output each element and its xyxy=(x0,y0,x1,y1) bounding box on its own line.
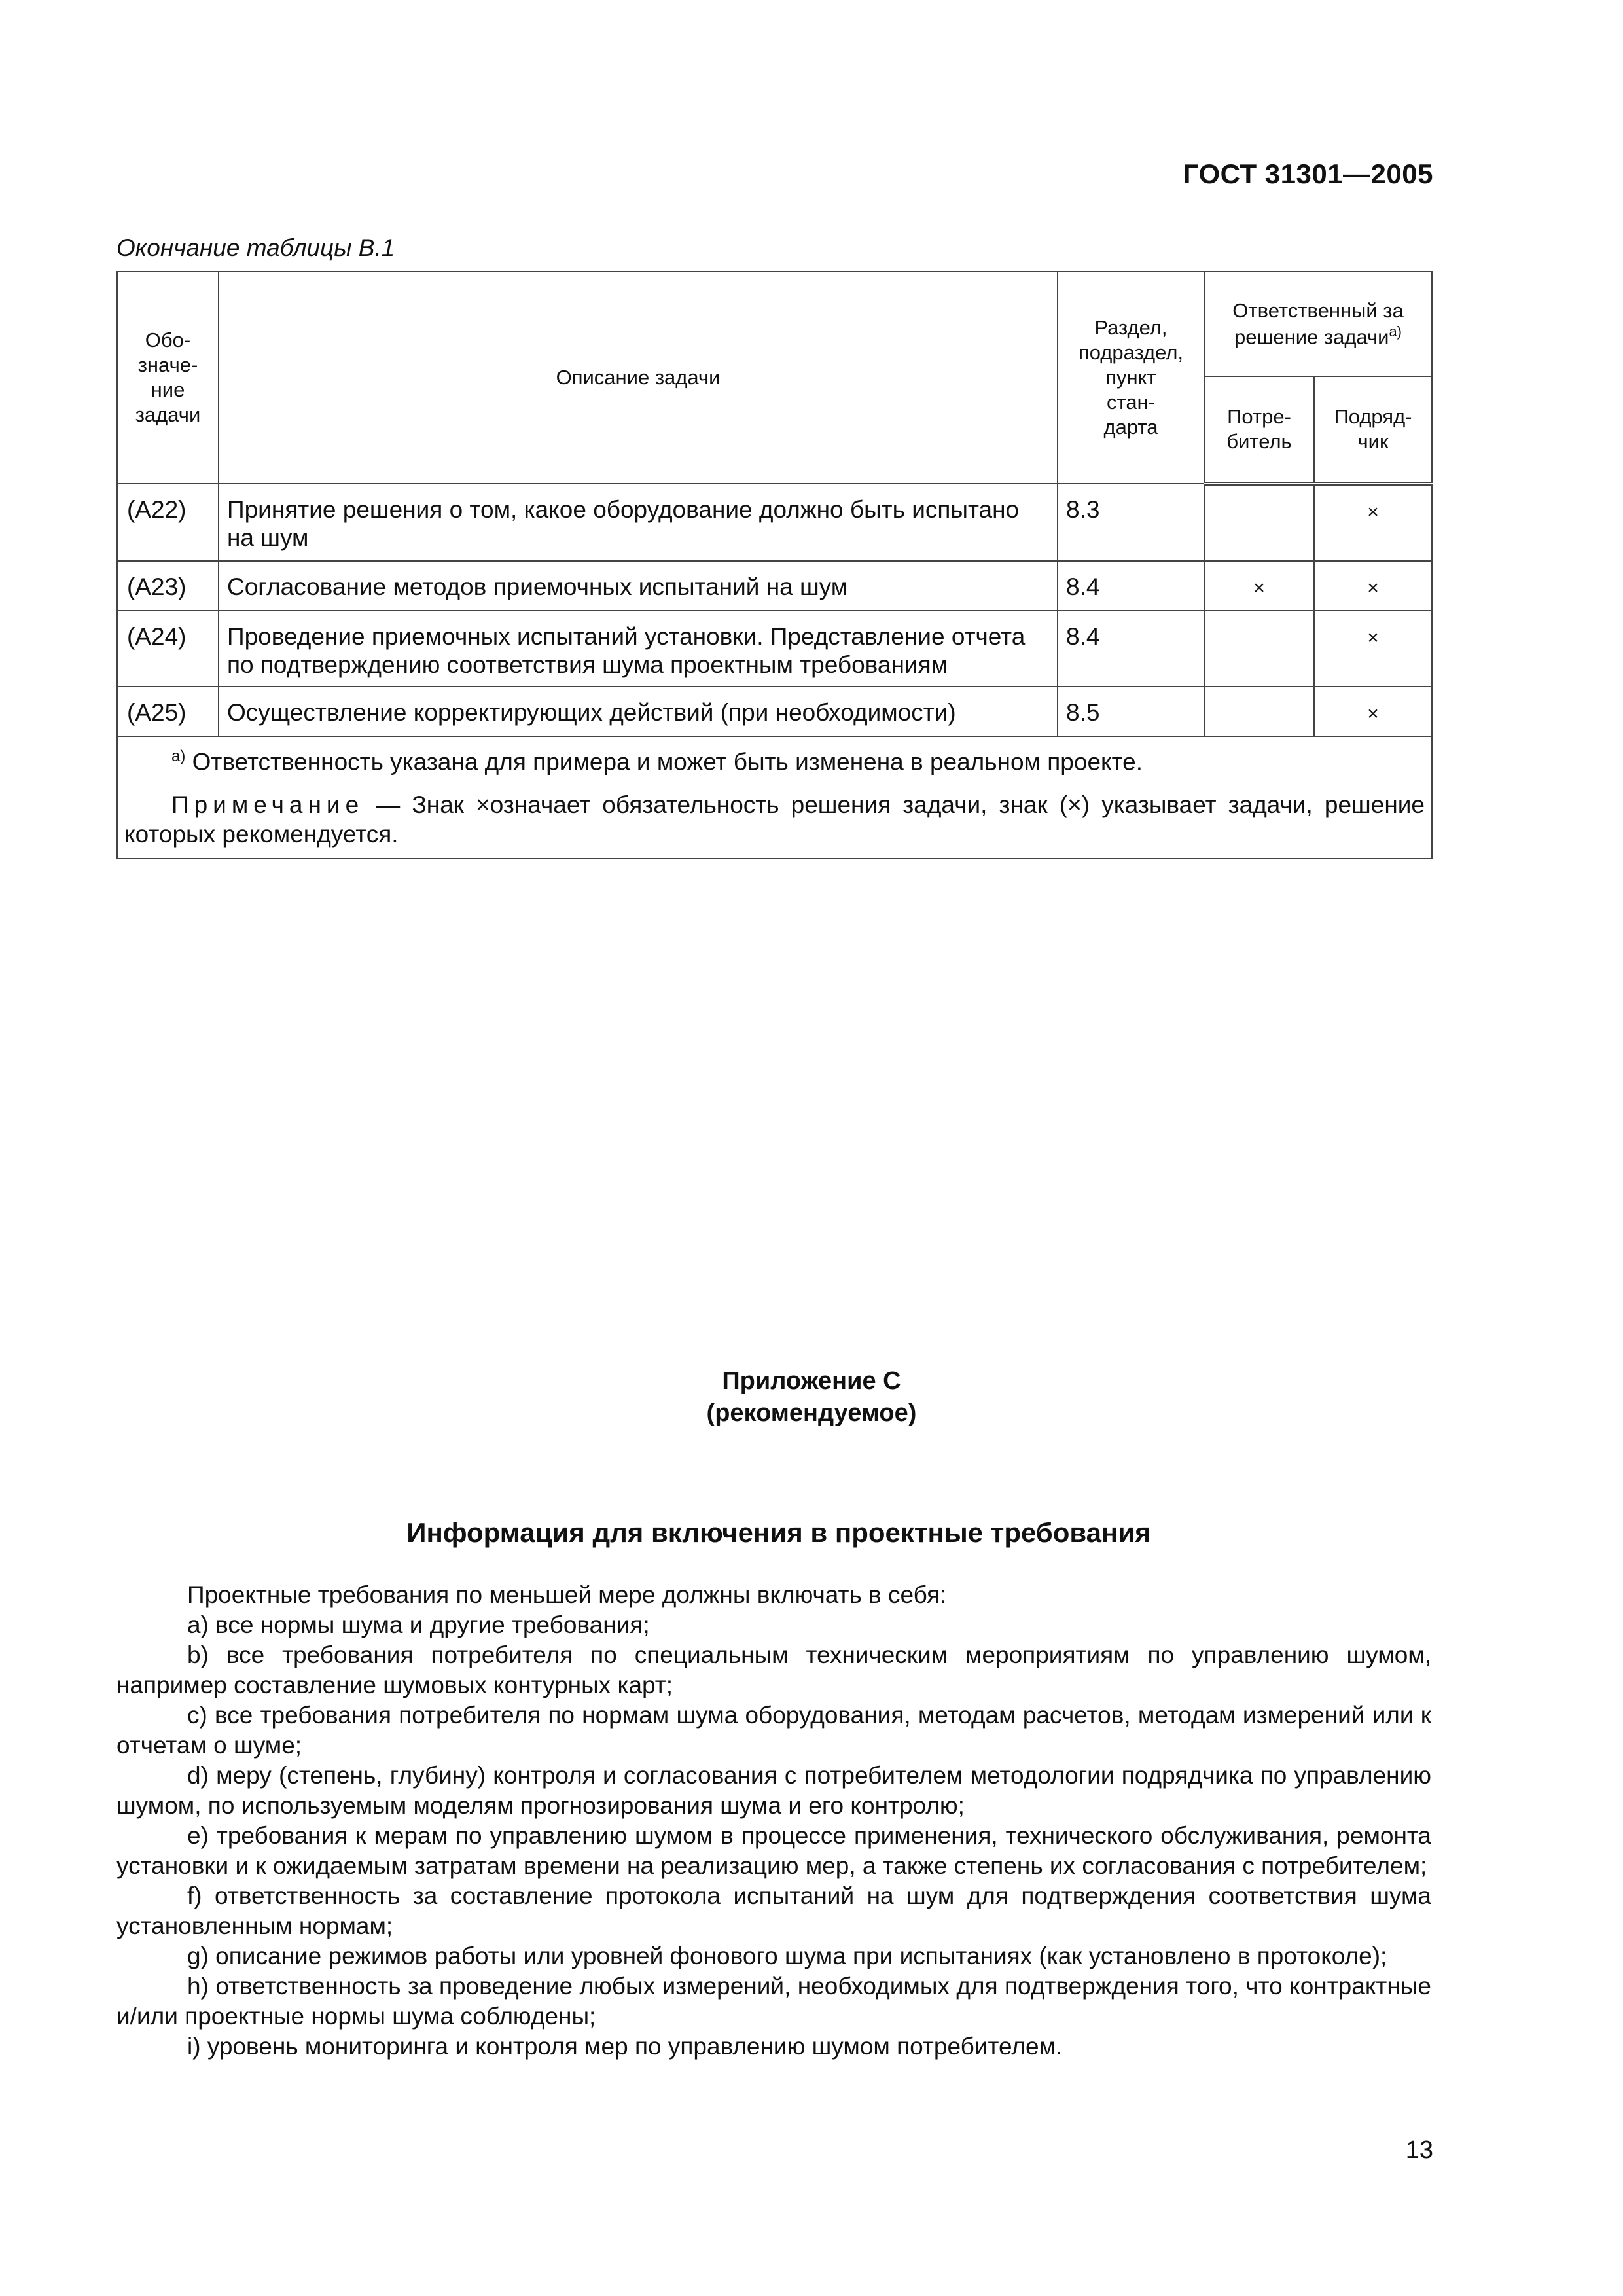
list-item: a) все нормы шума и другие требования; xyxy=(187,1611,650,1638)
appendix-title: Приложение С xyxy=(722,1367,901,1395)
task-section: 8.3 xyxy=(1058,484,1204,561)
task-code: (А24) xyxy=(117,611,219,687)
task-consumer-mark xyxy=(1204,611,1314,687)
column-header-code: Обо- значе- ние задачи xyxy=(117,272,219,484)
table-row xyxy=(117,561,1432,611)
appendix-heading xyxy=(0,1365,1623,1430)
table-footnotes xyxy=(117,736,1432,859)
list-item: c) все требования потребителя по нормам шума оборудования, методам расчетов, методам измерений или к отчетам о шуме; xyxy=(116,1702,1431,1759)
column-header-responsible: Ответственный за решение задачи$^{а)}$ xyxy=(1204,272,1432,376)
task-consumer-mark xyxy=(1204,687,1314,736)
list-item: f) ответственность за составление протокола испытаний на шум для подтверждения соответствия шума установленным нормам; xyxy=(116,1882,1431,1939)
list-item: b) все требования потребителя по специальным техническим мероприятиям по управлению шумом, например составление шумовых контурных карт; xyxy=(116,1641,1431,1698)
task-section: 8.4 xyxy=(1058,611,1204,687)
footnote-marker: а) xyxy=(1389,323,1402,340)
task-contractor-mark: × xyxy=(1314,687,1432,736)
column-header-contractor: Подряд- чик xyxy=(1314,376,1432,484)
column-header-section: Раздел, подраздел, пункт стан- дарта xyxy=(1058,272,1204,484)
table-note: Примечание — Знак ×означает обязательность решения задачи, знак (×) указывает задачи, решение которых рекомендуется. xyxy=(124,791,1425,848)
table-row xyxy=(117,687,1432,736)
list-item: h) ответственность за проведение любых измерений, необходимых для подтверждения того, что контрактные и/или проектные нормы шума соблюдены; xyxy=(116,1973,1431,2030)
table-row xyxy=(117,484,1432,561)
appendix-subtitle: (рекомендуемое) xyxy=(706,1399,917,1427)
task-description: Осуществление корректирующих действий (при необходимости) xyxy=(219,687,1058,736)
list-item: e) требования к мерам по управлению шумом в процессе применения, технического обслуживания, ремонта установки и к ожидаемым затратам времени на реализацию мер, а также степень их согласования с потребителем; xyxy=(116,1822,1431,1879)
task-description: Согласование методов приемочных испытаний на шум xyxy=(219,561,1058,611)
note-label: Примечание xyxy=(171,791,365,818)
table-footer-row xyxy=(117,736,1432,859)
task-contractor-mark: × xyxy=(1314,561,1432,611)
task-code: (А22) xyxy=(117,484,219,561)
table-caption: Окончание таблицы В.1 xyxy=(116,234,395,261)
task-code: (А23) xyxy=(117,561,219,611)
task-consumer-mark xyxy=(1204,484,1314,561)
task-contractor-mark: × xyxy=(1314,611,1432,687)
task-section: 8.5 xyxy=(1058,687,1204,736)
task-code: (А25) xyxy=(117,687,219,736)
section-title: Информация для включения в проектные требования xyxy=(406,1517,1151,1548)
column-header-description: Описание задачи xyxy=(219,272,1058,484)
table-row xyxy=(117,611,1432,687)
tasks-table xyxy=(116,271,1433,859)
task-contractor-mark: × xyxy=(1314,484,1432,561)
list-item: g) описание режимов работы или уровней фонового шума при испытаниях (как установлено в протоколе); xyxy=(187,1943,1387,1969)
page-number: 13 xyxy=(1405,2136,1433,2164)
list-item: i) уровень мониторинга и контроля мер по управлению шумом потребителем. xyxy=(187,2033,1063,2060)
task-description: Проведение приемочных испытаний установки. Представление отчета по подтверждению соответствия шума проектным требованиям xyxy=(219,611,1058,687)
list-item: d) меру (степень, глубину) контроля и согласования с потребителем методологии подрядчика по управлению шумом, по используемым моделям прогнозирования шума и его контролю; xyxy=(116,1762,1431,1819)
table-footnote: $^{а)}$ Ответственность указана для примера и может быть изменена в реальном проекте. xyxy=(171,747,1143,776)
task-description: Принятие решения о том, какое оборудование должно быть испытано на шум xyxy=(219,484,1058,561)
task-section: 8.4 xyxy=(1058,561,1204,611)
requirements-list xyxy=(116,1580,1431,2062)
column-header-consumer: Потре- битель xyxy=(1204,376,1314,484)
task-consumer-mark: × xyxy=(1204,561,1314,611)
document-code: ГОСТ 31301—2005 xyxy=(1183,158,1433,189)
requirements-intro: Проектные требования по меньшей мере должны включать в себя: xyxy=(187,1581,947,1608)
